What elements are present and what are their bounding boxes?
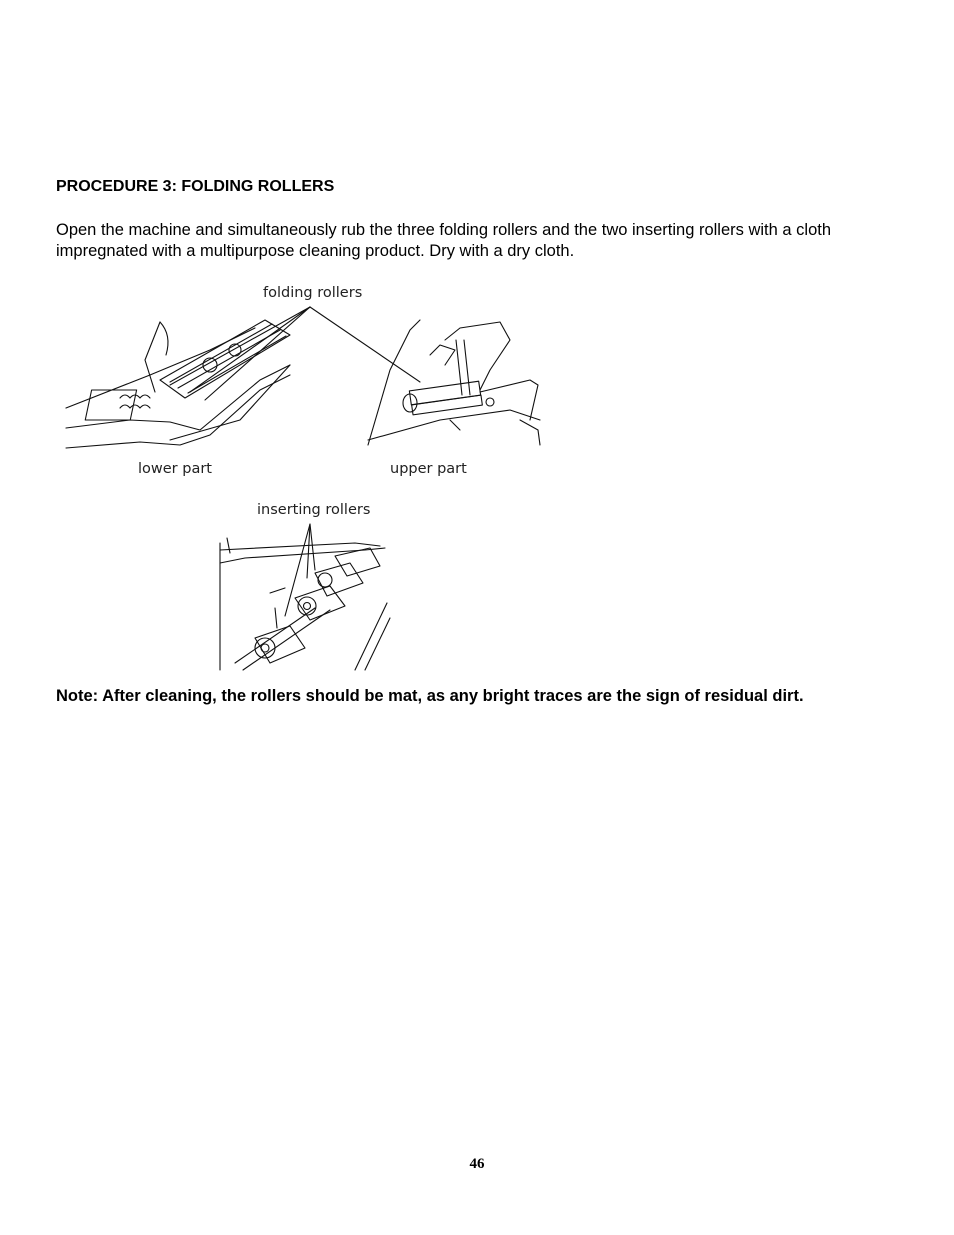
instruction-paragraph: Open the machine and simultaneously rub the three folding rollers and the two inserting rollers with a cloth impregnated with a multipurpose cleaning product. Dry with a dry cloth. xyxy=(56,221,832,260)
upper-part-caption: upper part xyxy=(390,461,467,477)
inserting-rollers-callout: inserting rollers xyxy=(257,502,371,518)
folding-rollers-illustration xyxy=(60,280,550,455)
folding-rollers-figure xyxy=(60,280,550,485)
inserting-rollers-illustration xyxy=(215,498,395,673)
inserting-rollers-figure xyxy=(215,498,395,673)
page-number: 46 xyxy=(469,1156,485,1172)
lower-part-caption: lower part xyxy=(138,461,212,477)
folding-rollers-callout: folding rollers xyxy=(263,285,363,301)
cleaning-note: Note: After cleaning, the rollers should be mat, as any bright traces are the sign of residual dirt. xyxy=(56,687,804,705)
section-heading: PROCEDURE 3: FOLDING ROLLERS xyxy=(56,178,335,195)
